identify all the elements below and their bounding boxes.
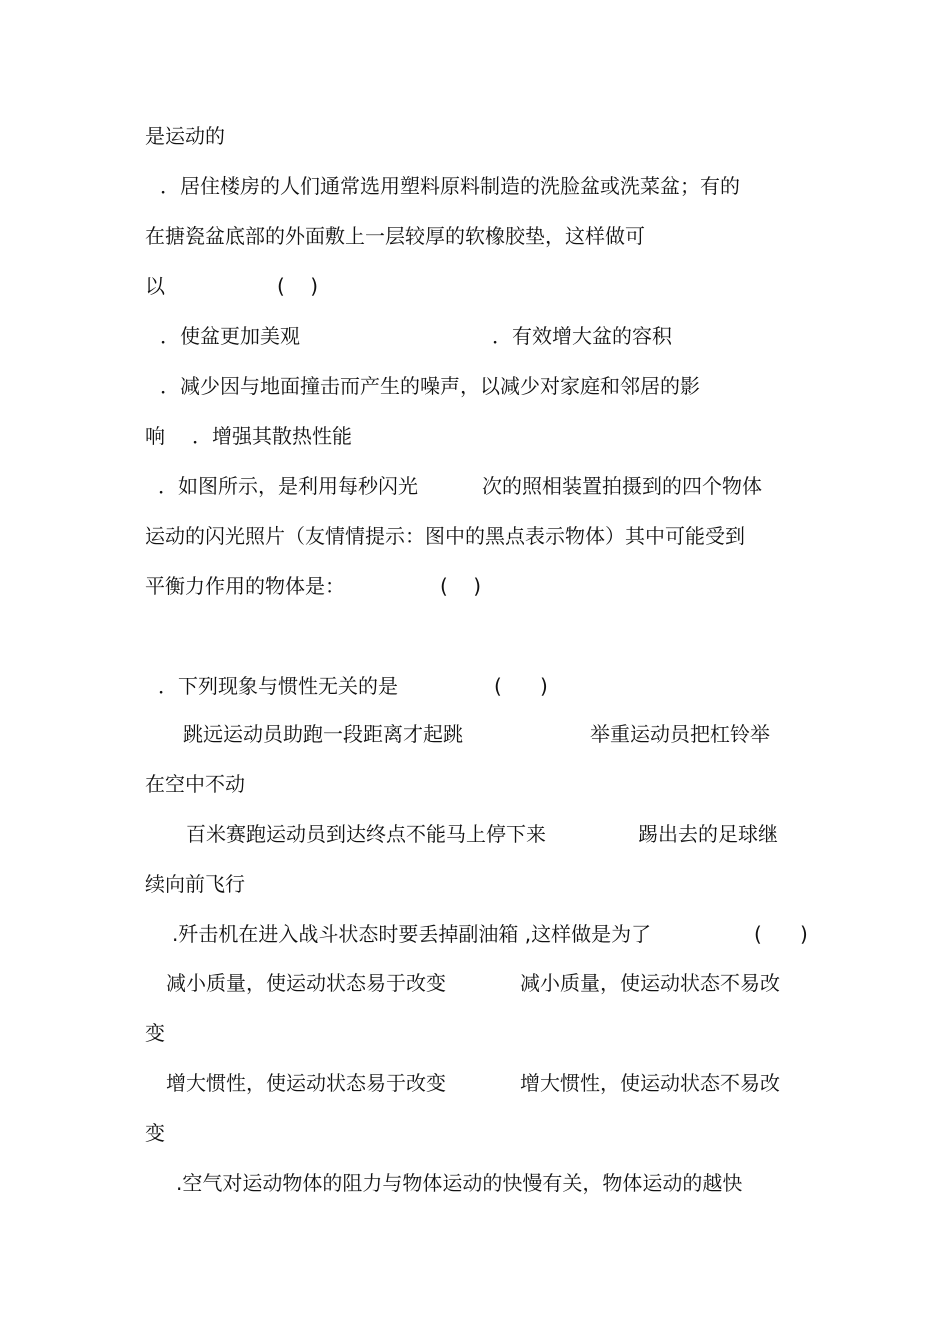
question-text: .空气对运动物体的阻力与物体运动的快慢有关，物体运动的越快 — [176, 1171, 743, 1195]
question-text: .歼击机在进入战斗状态时要丢掉副油箱 ,这样做是为了 — [172, 922, 652, 946]
option-b: 减小质量，使运动状态不易改 — [520, 971, 780, 995]
question-text: 次的照相装置拍摄到的四个物体 — [482, 474, 762, 498]
option-a: 减小质量，使运动状态易于改变 — [166, 971, 446, 995]
option-d: ．增强其散热性能 — [192, 424, 352, 448]
question-text: 在搪瓷盆底部的外面敷上一层较厚的软橡胶垫，这样做可 — [145, 224, 645, 248]
option-b-continued: 变 — [145, 1021, 165, 1045]
question-text: 平衡力作用的物体是： — [145, 574, 345, 598]
option-d-continued: 变 — [145, 1121, 165, 1145]
answer-blank: ( ) — [494, 674, 548, 698]
question-text: ．居住楼房的人们通常选用塑料原料制造的洗脸盆或洗菜盆；有的 — [160, 174, 740, 198]
option-b: ．有效增大盆的容积 — [492, 324, 672, 348]
option-c: 百米赛跑运动员到达终点不能马上停下来 — [186, 822, 546, 846]
option-d: 增大惯性，使运动状态不易改 — [520, 1071, 780, 1095]
option-b-continued: 在空中不动 — [145, 772, 245, 796]
option-c: 增大惯性，使运动状态易于改变 — [166, 1071, 446, 1095]
question-text: 以 — [145, 274, 165, 298]
option-c: ．减少因与地面撞击而产生的噪声，以减少对家庭和邻居的影 — [160, 374, 700, 398]
question-text: 运动的闪光照片（友情情提示：图中的黑点表示物体）其中可能受到 — [145, 524, 745, 548]
option-d-continued: 续向前飞行 — [145, 872, 245, 896]
question-text: ．下列现象与惯性无关的是 — [158, 674, 398, 698]
option-a: 跳远运动员助跑一段距离才起跳 — [183, 722, 463, 746]
question-text: ．如图所示，是利用每秒闪光 — [158, 474, 418, 498]
text-line: 是运动的 — [145, 124, 225, 148]
answer-blank: ( ) — [277, 274, 319, 298]
option-b: 举重运动员把杠铃举 — [590, 722, 770, 746]
option-d: 踢出去的足球继 — [638, 822, 778, 846]
option-a: ．使盆更加美观 — [160, 324, 300, 348]
option-c-continued: 响 — [145, 424, 165, 448]
answer-blank: ( ) — [754, 922, 808, 946]
answer-blank: ( ) — [440, 574, 482, 598]
